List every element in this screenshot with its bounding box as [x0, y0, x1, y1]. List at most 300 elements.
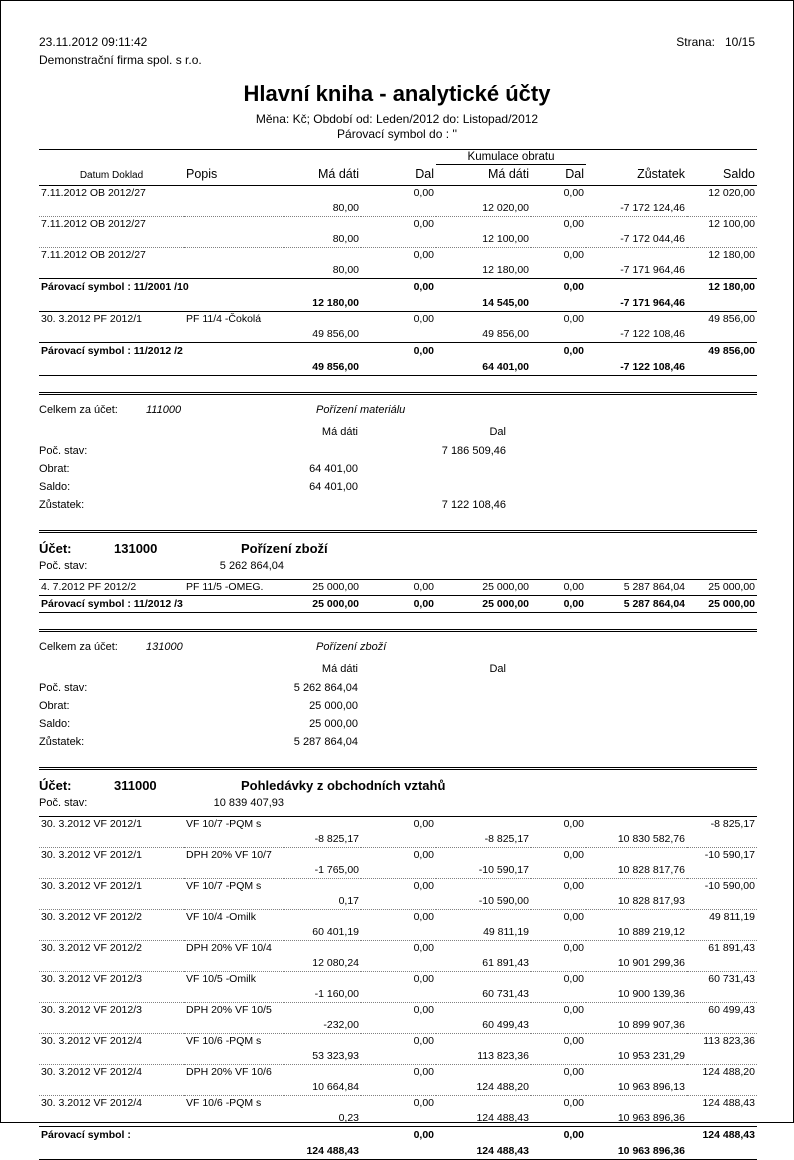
entry-line-2	[39, 359, 757, 376]
report-filter-line: Párovací symbol do : ''	[337, 127, 457, 141]
entry-kumulace-ma-dati: 124 488,43	[476, 1112, 529, 1124]
pairing-symbol-row	[39, 596, 757, 613]
total-account-name: Pořízení materiálu	[316, 404, 406, 416]
entry-datum-doklad: 30. 3.2012 VF 2012/3	[41, 973, 142, 985]
total-dal-value: 7 186 509,46	[441, 445, 506, 457]
account-header-block	[39, 777, 757, 813]
entry-line-1	[39, 217, 757, 233]
entry-line-1	[39, 941, 757, 957]
entry-saldo: 124 488,43	[702, 1097, 755, 1109]
entry-kumulace-ma-dati: 60 499,43	[482, 1019, 529, 1031]
entry-line-2	[39, 863, 757, 879]
pairing-symbol-row	[39, 279, 757, 312]
total-row	[39, 496, 757, 514]
entry-saldo: -10 590,17	[704, 849, 755, 861]
entry-kumulace-ma-dati: 124 488,20	[476, 1081, 529, 1093]
company-name: Demonstrační firma spol. s r.o.	[39, 53, 202, 67]
entry-kumulace-dal: 0,00	[563, 598, 584, 610]
entry-kumulace-dal: 0,00	[563, 281, 584, 293]
entry-kumulace-ma-dati: 12 100,00	[482, 233, 529, 245]
total-row-label: Poč. stav:	[39, 682, 88, 694]
column-headers-row	[39, 165, 757, 186]
account-number: 131000	[114, 541, 158, 556]
entry-popis: PF 11/5 -OMEG.	[186, 581, 264, 593]
entry-zustatek: -7 172 044,46	[620, 233, 685, 245]
account-label: Účet:	[39, 541, 72, 556]
entry-popis: DPH 20% VF 10/5	[186, 1004, 272, 1016]
journal-entry-row	[39, 1065, 757, 1096]
entry-line	[39, 580, 757, 596]
entry-zustatek: 10 889 219,12	[617, 926, 685, 938]
entry-kumulace-dal: 0,00	[563, 818, 584, 830]
column-header-zustatek: Zůstatek	[637, 167, 686, 181]
total-column-headers	[39, 423, 757, 441]
total-dal-header: Dal	[489, 426, 506, 438]
entry-dal: 0,00	[413, 1066, 434, 1078]
entry-zustatek: 5 287 864,04	[623, 598, 685, 610]
total-row-label: Obrat:	[39, 463, 70, 475]
column-header-popis: Popis	[186, 167, 218, 181]
entry-popis: PF 11/4 -Čokolá	[186, 313, 262, 325]
entry-kumulace-dal: 0,00	[563, 1066, 584, 1078]
kumulace-group-row	[39, 150, 757, 165]
entry-dal: 0,00	[413, 1129, 434, 1141]
entry-dal: 0,00	[413, 1035, 434, 1047]
entry-datum-doklad: 30. 3.2012 VF 2012/1	[41, 880, 142, 892]
entry-popis	[184, 279, 284, 296]
report-datetime: 23.11.2012 09:11:42	[39, 35, 148, 49]
entry-kumulace-ma-dati: 64 401,00	[482, 361, 529, 373]
entry-dal: 0,00	[413, 849, 434, 861]
column-header-ma-dati: Má dáti	[318, 167, 359, 181]
entry-kumulace-ma-dati: 25 000,00	[482, 581, 529, 593]
entry-dal: 0,00	[413, 313, 434, 325]
pairing-symbol-row	[39, 343, 757, 376]
total-row-label: Saldo:	[39, 718, 71, 730]
entry-ma-dati: 0,23	[338, 1112, 359, 1124]
entry-popis: VF 10/7 -PQM s	[186, 880, 262, 892]
entry-popis	[184, 596, 284, 613]
entry-ma-dati: 25 000,00	[312, 598, 359, 610]
entry-popis: VF 10/7 -PQM s	[186, 818, 262, 830]
account-total-block	[39, 402, 757, 514]
section-divider	[39, 392, 757, 395]
entry-ma-dati: 12 180,00	[312, 297, 359, 309]
total-ma-dati-header: Má dáti	[321, 426, 358, 438]
entry-ma-dati: 60 401,19	[312, 926, 359, 938]
entry-line	[39, 596, 757, 613]
account-heading	[39, 777, 757, 794]
entry-dal: 0,00	[413, 581, 434, 593]
entry-saldo: -10 590,00	[704, 880, 755, 892]
entry-saldo: 60 731,43	[708, 973, 755, 985]
entry-dal: 0,00	[413, 249, 434, 261]
kumulace-group-header: Kumulace obratu	[436, 150, 586, 165]
journal-entry-row	[39, 817, 757, 848]
entry-datum-doklad: Párovací symbol : 11/2012 /3	[41, 598, 183, 610]
entry-datum-doklad: 30. 3.2012 VF 2012/4	[41, 1066, 142, 1078]
journal-entry-row	[39, 910, 757, 941]
entry-popis	[184, 248, 284, 264]
entry-kumulace-ma-dati: 124 488,43	[476, 1145, 529, 1157]
entry-saldo: 12 180,00	[708, 281, 755, 293]
entry-line-2	[39, 987, 757, 1003]
entry-datum-doklad: Párovací symbol : 11/2012 /2	[41, 345, 183, 357]
entry-kumulace-ma-dati: 113 823,36	[477, 1050, 529, 1062]
entry-line-2	[39, 894, 757, 910]
entry-dal: 0,00	[413, 218, 434, 230]
entry-saldo: 113 823,36	[703, 1035, 755, 1047]
entry-datum-doklad: 30. 3.2012 VF 2012/2	[41, 942, 142, 954]
entry-datum-doklad: Párovací symbol : 11/2001 /10	[41, 281, 189, 293]
entry-kumulace-dal: 0,00	[563, 1004, 584, 1016]
entry-datum-doklad: 7.11.2012 OB 2012/27	[41, 249, 146, 261]
entry-saldo: 61 891,43	[708, 942, 755, 954]
entry-ma-dati: 49 856,00	[312, 328, 359, 340]
entry-popis: DPH 20% VF 10/6	[186, 1066, 272, 1078]
entry-datum-doklad: 30. 3.2012 VF 2012/4	[41, 1097, 142, 1109]
total-ma-dati-value: 25 000,00	[309, 718, 358, 730]
entry-line-2	[39, 327, 757, 343]
entry-saldo: 124 488,20	[702, 1066, 755, 1078]
account-name: Pohledávky z obchodních vztahů	[241, 778, 446, 793]
total-row-label: Zůstatek:	[39, 499, 85, 511]
column-header-datum-doklad: Datum Doklad	[79, 170, 144, 181]
entry-line-1	[39, 910, 757, 926]
total-dal-value	[358, 715, 506, 733]
total-row-label: Saldo:	[39, 481, 71, 493]
entry-dal: 0,00	[413, 1004, 434, 1016]
entry-kumulace-dal: 0,00	[563, 880, 584, 892]
report-topbar	[39, 35, 755, 50]
entries-table	[39, 579, 757, 613]
journal-entry-row	[39, 580, 757, 596]
entry-dal: 0,00	[413, 598, 434, 610]
entry-popis	[184, 343, 284, 360]
total-row	[39, 697, 757, 715]
entry-line-2	[39, 1049, 757, 1065]
entry-datum-doklad: Párovací symbol :	[41, 1129, 131, 1141]
entry-ma-dati: 0,17	[338, 895, 359, 907]
total-dal-value	[358, 478, 506, 496]
entry-datum-doklad: 7.11.2012 OB 2012/27	[41, 218, 146, 230]
entry-popis: VF 10/5 -Omilk	[186, 973, 257, 985]
entry-kumulace-dal: 0,00	[563, 581, 584, 593]
entry-kumulace-dal: 0,00	[563, 973, 584, 985]
opening-balance-label: Poč. stav:	[39, 560, 88, 572]
entry-line-2	[39, 295, 757, 312]
entry-ma-dati: 53 323,93	[312, 1050, 359, 1062]
entry-kumulace-ma-dati: -10 590,00	[478, 895, 529, 907]
entry-zustatek: -7 122 108,46	[620, 328, 685, 340]
entry-ma-dati: 49 856,00	[312, 361, 359, 373]
entry-ma-dati: -232,00	[323, 1019, 359, 1031]
entry-dal: 0,00	[413, 818, 434, 830]
total-ma-dati-value: 64 401,00	[309, 463, 358, 475]
entry-kumulace-dal: 0,00	[563, 1035, 584, 1047]
journal-entry-row	[39, 217, 757, 248]
total-row-label: Poč. stav:	[39, 445, 88, 457]
entry-kumulace-dal: 0,00	[563, 313, 584, 325]
entry-popis: VF 10/4 -Omilk	[186, 911, 257, 923]
column-header-saldo: Saldo	[723, 167, 756, 181]
section-divider	[39, 530, 757, 533]
total-dal-value	[358, 679, 506, 697]
journal-entry-row	[39, 879, 757, 910]
account-total-block	[39, 639, 757, 751]
entry-datum-doklad: 30. 3.2012 VF 2012/4	[41, 1035, 142, 1047]
entry-kumulace-dal: 0,00	[563, 942, 584, 954]
entry-kumulace-dal: 0,00	[563, 345, 584, 357]
entry-line-1	[39, 972, 757, 988]
account-total-header	[39, 639, 757, 656]
entry-dal: 0,00	[413, 911, 434, 923]
entry-zustatek: -7 171 964,46	[620, 297, 685, 309]
entry-line-1	[39, 343, 757, 360]
entry-kumulace-ma-dati: -10 590,17	[478, 864, 529, 876]
total-row	[39, 715, 757, 733]
total-ma-dati-value: 64 401,00	[309, 481, 358, 493]
journal-entry-row	[39, 941, 757, 972]
entry-kumulace-ma-dati: 49 811,19	[483, 926, 529, 938]
entry-ma-dati: 80,00	[332, 233, 359, 245]
entry-saldo: 12 180,00	[708, 249, 755, 261]
journal-entry-row	[39, 972, 757, 1003]
entry-dal: 0,00	[413, 281, 434, 293]
entry-popis	[184, 217, 284, 233]
report-subtitle: Měna: Kč; Období od: Leden/2012 do: Listopad/2012	[255, 112, 539, 126]
total-ma-dati-value: 5 287 864,04	[293, 736, 358, 748]
report-title: Hlavní kniha - analytické účty	[243, 81, 551, 106]
entry-line-2	[39, 201, 757, 217]
entry-kumulace-ma-dati: 14 545,00	[482, 297, 529, 309]
entry-line-1	[39, 848, 757, 864]
entry-ma-dati: 80,00	[332, 202, 359, 214]
account-label: Účet:	[39, 778, 72, 793]
entry-kumulace-ma-dati: 12 020,00	[482, 202, 529, 214]
pairing-symbol-row	[39, 1127, 757, 1160]
entry-ma-dati: 124 488,43	[306, 1145, 359, 1157]
entry-kumulace-ma-dati: -8 825,17	[484, 833, 529, 845]
account-heading	[39, 540, 757, 557]
journal-entry-row	[39, 186, 757, 217]
entry-line-1	[39, 186, 757, 202]
entry-datum-doklad: 4. 7.2012 PF 2012/2	[41, 581, 137, 593]
report-content	[1, 1, 793, 1160]
entry-line-2	[39, 232, 757, 248]
entry-kumulace-dal: 0,00	[563, 1129, 584, 1141]
report-sections	[39, 185, 755, 1160]
entry-line-2	[39, 263, 757, 279]
section-divider	[39, 629, 757, 632]
column-header-kumulace-ma-dati: Má dáti	[488, 167, 529, 181]
entry-zustatek: 10 828 817,76	[617, 864, 685, 876]
entry-ma-dati: -8 825,17	[314, 833, 359, 845]
opening-balance-label: Poč. stav:	[39, 797, 88, 809]
total-dal-header: Dal	[489, 663, 506, 675]
section-divider	[39, 767, 757, 770]
entry-dal: 0,00	[413, 1097, 434, 1109]
entry-zustatek: 10 899 907,36	[617, 1019, 685, 1031]
entry-datum-doklad: 30. 3.2012 VF 2012/3	[41, 1004, 142, 1016]
entry-line-2	[39, 925, 757, 941]
account-name: Pořízení zboží	[241, 541, 328, 556]
journal-entry-row	[39, 1034, 757, 1065]
entry-saldo: 25 000,00	[708, 581, 755, 593]
total-account-number: 111000	[146, 404, 182, 416]
total-ma-dati-value	[159, 496, 358, 514]
entry-kumulace-dal: 0,00	[563, 249, 584, 261]
total-row	[39, 460, 757, 478]
account-header-block	[39, 540, 757, 576]
total-row	[39, 478, 757, 496]
page-number-label: Strana:	[676, 35, 715, 49]
opening-balance-value: 5 262 864,04	[219, 560, 284, 572]
total-ma-dati-value	[159, 442, 358, 460]
page-number	[676, 35, 755, 50]
account-number: 311000	[114, 778, 157, 793]
entry-line-1	[39, 879, 757, 895]
total-account-name: Pořízení zboží	[316, 641, 387, 653]
account-total-header	[39, 402, 757, 419]
entry-zustatek: 10 900 139,36	[617, 988, 685, 1000]
total-row-label: Zůstatek:	[39, 736, 85, 748]
journal-entry-row	[39, 1096, 757, 1127]
total-ma-dati-header: Má dáti	[321, 663, 358, 675]
entry-line-1	[39, 279, 757, 296]
entry-zustatek: -7 172 124,46	[620, 202, 685, 214]
entry-popis	[184, 1127, 284, 1144]
total-dal-value	[358, 697, 506, 715]
entry-ma-dati: -1 765,00	[314, 864, 359, 876]
opening-balance-row	[39, 557, 757, 576]
total-label: Celkem za účet:	[39, 641, 118, 653]
entry-kumulace-ma-dati: 12 180,00	[482, 264, 529, 276]
entry-popis: VF 10/6 -PQM s	[186, 1035, 262, 1047]
journal-entry-row	[39, 1003, 757, 1034]
total-ma-dati-value: 5 262 864,04	[293, 682, 358, 694]
entry-kumulace-ma-dati: 60 731,43	[482, 988, 529, 1000]
total-label: Celkem za účet:	[39, 404, 118, 416]
entry-ma-dati: 10 664,84	[312, 1081, 359, 1093]
entry-zustatek: -7 171 964,46	[620, 264, 685, 276]
entry-zustatek: 10 830 582,76	[617, 833, 685, 845]
journal-entry-row	[39, 312, 757, 343]
entry-kumulace-ma-dati: 25 000,00	[482, 598, 529, 610]
entry-kumulace-dal: 0,00	[563, 849, 584, 861]
entry-saldo: 25 000,00	[708, 598, 755, 610]
entry-kumulace-dal: 0,00	[563, 187, 584, 199]
entry-zustatek: -7 122 108,46	[620, 361, 685, 373]
entry-kumulace-dal: 0,00	[563, 218, 584, 230]
entry-datum-doklad: 30. 3.2012 VF 2012/1	[41, 818, 142, 830]
entry-zustatek: 10 828 817,93	[617, 895, 685, 907]
entry-datum-doklad: 7.11.2012 OB 2012/27	[41, 187, 146, 199]
entry-ma-dati: 12 080,24	[312, 957, 359, 969]
entry-zustatek: 10 963 896,36	[617, 1145, 685, 1157]
entry-popis	[184, 186, 284, 202]
entry-saldo: 60 499,43	[708, 1004, 755, 1016]
entry-line-1	[39, 248, 757, 264]
entry-dal: 0,00	[413, 880, 434, 892]
entry-line-2	[39, 832, 757, 848]
entries-table	[39, 816, 757, 1160]
entry-saldo: 49 856,00	[708, 345, 755, 357]
entry-zustatek: 10 963 896,13	[617, 1081, 685, 1093]
entry-popis: DPH 20% VF 10/4	[186, 942, 272, 954]
entries-table	[39, 185, 757, 376]
entry-kumulace-ma-dati: 49 856,00	[482, 328, 529, 340]
entry-line-1	[39, 817, 757, 833]
total-account-number: 131000	[146, 641, 183, 653]
entry-line-2	[39, 956, 757, 972]
opening-balance-value: 10 839 407,93	[213, 797, 284, 809]
entry-datum-doklad: 30. 3.2012 PF 2012/1	[41, 313, 142, 325]
entry-zustatek: 10 963 896,36	[617, 1112, 685, 1124]
entry-kumulace-dal: 0,00	[563, 911, 584, 923]
entry-line-1	[39, 1034, 757, 1050]
entry-saldo: -8 825,17	[710, 818, 755, 830]
entry-datum-doklad: 30. 3.2012 VF 2012/1	[41, 849, 142, 861]
entry-line-1	[39, 1096, 757, 1112]
entry-zustatek: 10 953 231,29	[617, 1050, 685, 1062]
journal-entry-row	[39, 848, 757, 879]
opening-balance-row	[39, 794, 757, 813]
entry-ma-dati: 80,00	[332, 264, 359, 276]
entry-dal: 0,00	[413, 942, 434, 954]
entry-popis: VF 10/6 -PQM s	[186, 1097, 262, 1109]
column-header-dal: Dal	[415, 167, 434, 181]
entry-zustatek: 5 287 864,04	[623, 581, 685, 593]
page-number-value: 10/15	[724, 35, 755, 49]
entry-saldo: 49 856,00	[708, 313, 755, 325]
entry-line-2	[39, 1018, 757, 1034]
entry-saldo: 12 100,00	[708, 218, 755, 230]
total-row	[39, 679, 757, 697]
entry-saldo: 49 811,19	[709, 911, 755, 923]
total-row-label: Obrat:	[39, 700, 70, 712]
entry-ma-dati: -1 160,00	[314, 988, 359, 1000]
entry-ma-dati: 25 000,00	[312, 581, 359, 593]
entry-kumulace-ma-dati: 61 891,43	[482, 957, 529, 969]
total-ma-dati-value: 25 000,00	[309, 700, 358, 712]
entry-line-1	[39, 1003, 757, 1019]
entry-dal: 0,00	[413, 973, 434, 985]
total-dal-value	[358, 733, 506, 751]
entry-line-1	[39, 1127, 757, 1144]
entry-line-2	[39, 1080, 757, 1096]
total-row	[39, 733, 757, 751]
entry-popis: DPH 20% VF 10/7	[186, 849, 272, 861]
entry-dal: 0,00	[413, 187, 434, 199]
entry-saldo: 12 020,00	[708, 187, 755, 199]
entry-kumulace-dal: 0,00	[563, 1097, 584, 1109]
journal-entry-row	[39, 248, 757, 279]
total-row	[39, 442, 757, 460]
entry-datum-doklad: 30. 3.2012 VF 2012/2	[41, 911, 142, 923]
entry-dal: 0,00	[413, 345, 434, 357]
entry-line-1	[39, 1065, 757, 1081]
column-header-kumulace-dal: Dal	[565, 167, 585, 181]
total-dal-value	[358, 460, 506, 478]
total-column-headers	[39, 660, 757, 678]
entry-saldo: 124 488,43	[702, 1129, 755, 1141]
entry-line-1	[39, 312, 757, 328]
entry-zustatek: 10 901 299,36	[617, 957, 685, 969]
total-dal-value: 7 122 108,46	[441, 499, 506, 511]
table-header	[39, 149, 757, 185]
entry-line-2	[39, 1111, 757, 1127]
